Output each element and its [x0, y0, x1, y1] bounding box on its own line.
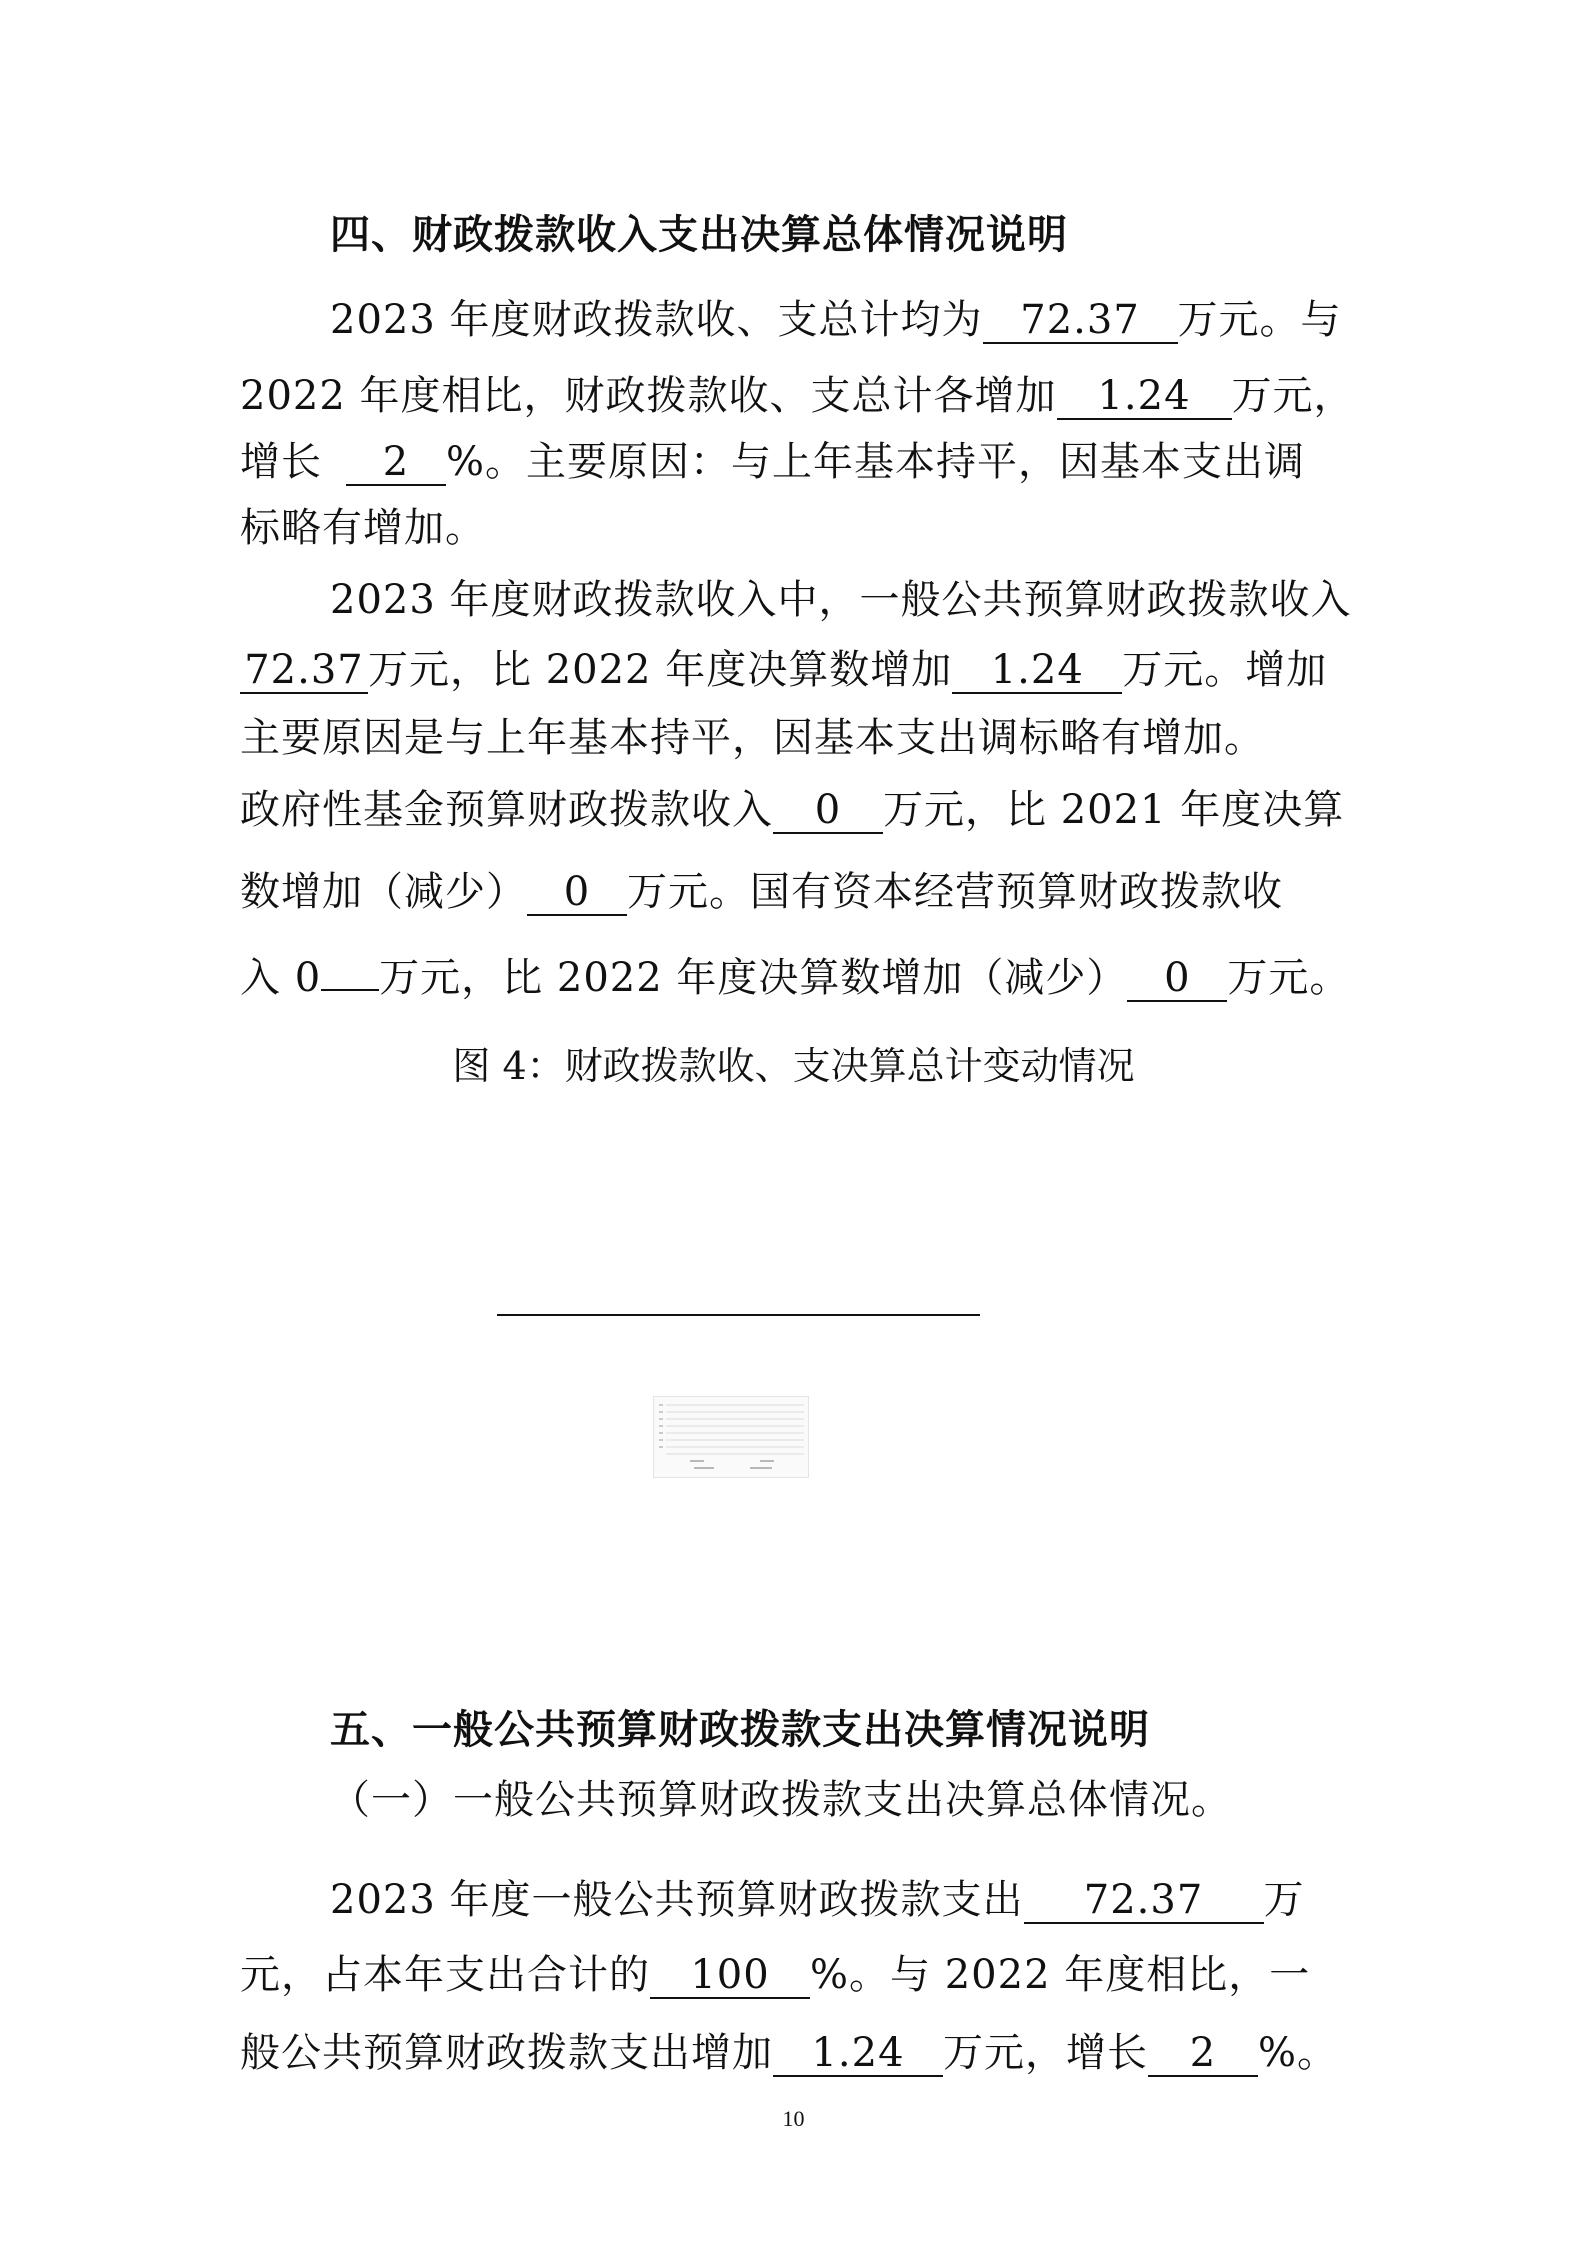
total-increase-value: 1.24 [1057, 374, 1232, 420]
s4-p1-line4: 标略有增加。 [240, 505, 486, 551]
s4-p1-line3 [240, 437, 1305, 487]
text: 元，占本年支出合计的 [240, 1952, 650, 1998]
s4-p2-line4 [240, 785, 1344, 835]
general-budget-income-value: 72.37 [240, 648, 368, 694]
chart-thumbnail [653, 1396, 809, 1478]
text: 万元，增长 [943, 2030, 1148, 2076]
text: 万元。增加 [1122, 647, 1328, 693]
expense-increase-value: 1.24 [773, 2031, 943, 2077]
blank-underline [321, 989, 379, 991]
divider [497, 1314, 980, 1316]
section4-heading: 四、财政拨款收入支出决算总体情况说明 [330, 212, 1068, 258]
text: 万元，比 2022 年度决算数增加 [368, 647, 953, 693]
s4-p1-line2 [240, 371, 1355, 421]
gov-fund-change-value: 0 [527, 870, 627, 916]
text: 政府性基金预算财政拨款收入 [240, 787, 773, 833]
state-capital-change-value: 0 [1127, 956, 1227, 1002]
page-number: 10 [782, 2106, 805, 2131]
gov-fund-income-value: 0 [773, 788, 883, 834]
text: %。主要原因：与上年基本持平，因基本支出调 [446, 439, 1306, 485]
general-budget-expense-value: 72.37 [1024, 1878, 1264, 1924]
text: 万元。国有资本经营预算财政拨款收 [627, 869, 1283, 915]
s4-p2-line3: 主要原因是与上年基本持平，因基本支出调标略有增加。 [240, 715, 1265, 761]
s4-p2-line1: 2023 年度财政拨款收入中，一般公共预算财政拨款收入 [330, 577, 1352, 623]
text: 万元， [1231, 373, 1355, 419]
s4-p2-line6 [240, 953, 1350, 1003]
s5-p1-line2 [240, 1950, 1310, 2000]
figure-caption: 图 4：财政拨款收、支决算总计变动情况 [452, 1044, 1135, 1088]
text: 2022 年度相比，财政拨款收、支总计各增加 [240, 373, 1057, 419]
text: 万元，比 2022 年度决算数增加（减少） [379, 955, 1128, 1001]
text: 万元。与 [1177, 297, 1342, 343]
text: %。与 2022 年度相比，一 [810, 1952, 1311, 1998]
text: 万元，比 2021 年度决算 [883, 787, 1345, 833]
s4-p2-line2 [240, 645, 1327, 695]
text: 数增加（减少） [240, 869, 527, 915]
s5-p1-line3 [240, 2028, 1338, 2078]
state-capital-income-value: 入 0 [240, 955, 322, 1001]
text: 2023 年度一般公共预算财政拨款支出 [330, 1877, 1024, 1923]
growth-rate-value: 2 [346, 440, 446, 486]
expense-growth-value: 2 [1148, 2031, 1258, 2077]
text: 般公共预算财政拨款支出增加 [240, 2030, 773, 2076]
text: 万元。 [1227, 955, 1351, 1001]
text: 万 [1263, 1877, 1305, 1923]
s4-p2-line5 [240, 867, 1283, 917]
section5-subheading: （一）一般公共预算财政拨款支出决算总体情况。 [330, 1777, 1232, 1823]
text: 增长 [240, 439, 322, 485]
s4-p1-line1 [330, 295, 1342, 345]
chart-thumbnail-graphic [654, 1397, 808, 1477]
expense-share-value: 100 [650, 1953, 810, 1999]
total-income-expense-value: 72.37 [983, 298, 1178, 344]
section5-heading: 五、一般公共预算财政拨款支出决算情况说明 [330, 1707, 1150, 1753]
text: 2023 年度财政拨款收、支总计均为 [330, 297, 983, 343]
text: %。 [1258, 2030, 1339, 2076]
s5-p1-line1 [330, 1875, 1305, 1925]
general-budget-increase-value: 1.24 [952, 648, 1122, 694]
